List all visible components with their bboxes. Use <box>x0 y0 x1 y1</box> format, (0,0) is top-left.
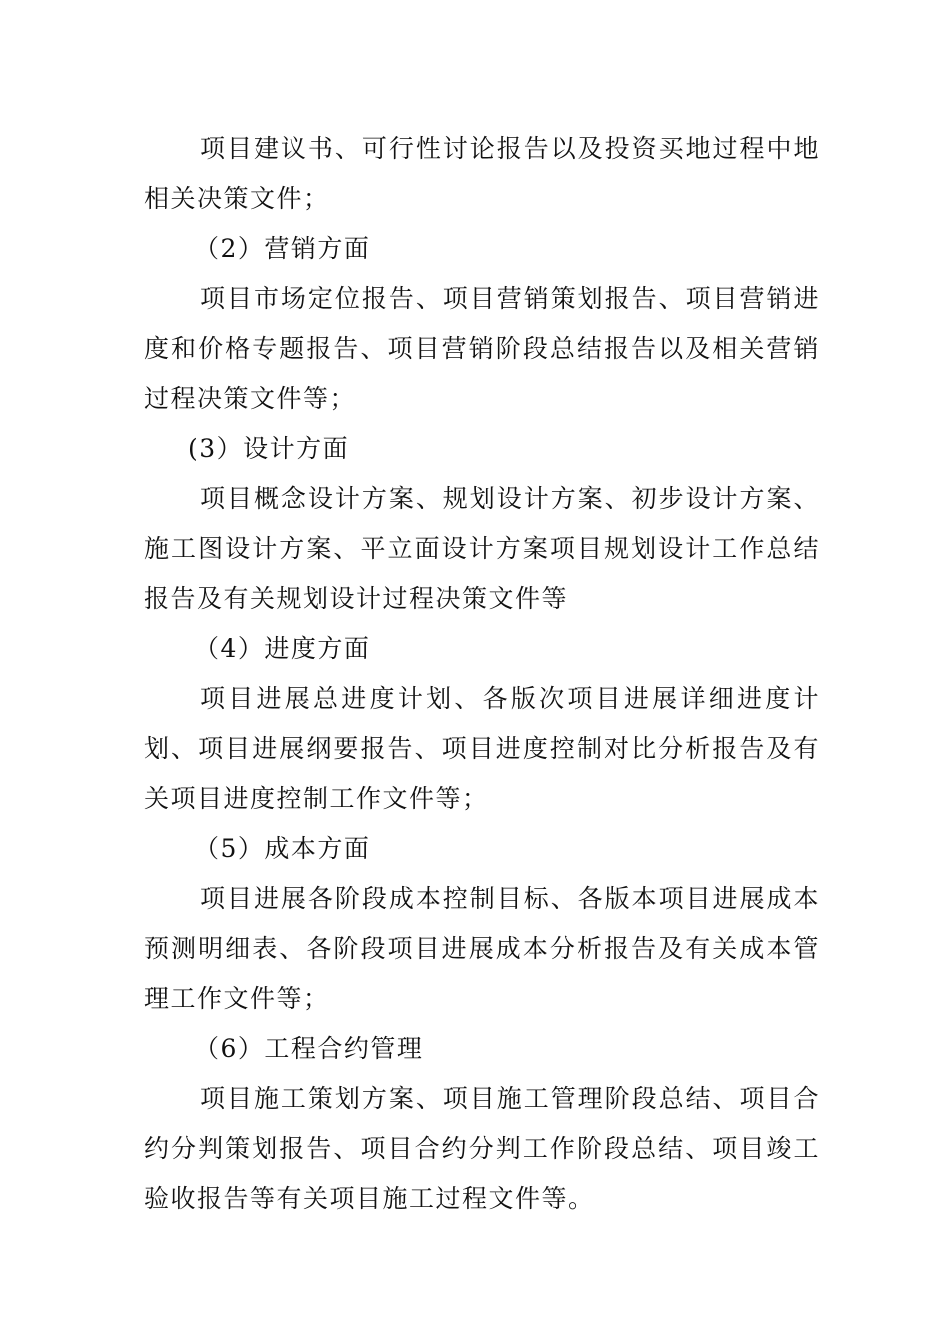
paragraph-investment-documents: 项目建议书、可行性讨论报告以及投资买地过程中地相关决策文件； <box>144 134 820 213</box>
document-body <box>144 124 820 1224</box>
paragraph-design-documents: 项目概念设计方案、规划设计方案、初步设计方案、施工图设计方案、平立面设计方案项目规划设计工作总结报告及有关规划设计过程决策文件等 <box>144 484 820 613</box>
section-heading-design: (3）设计方面 <box>188 434 350 463</box>
section-heading-schedule: （4）进度方面 <box>194 634 371 663</box>
paragraph-cost-documents: 项目进展各阶段成本控制目标、各版本项目进展成本预测明细表、各阶段项目进展成本分析报告及有关成本管理工作文件等； <box>144 884 820 1013</box>
section-heading-marketing: （2）营销方面 <box>194 234 371 263</box>
paragraph-marketing-documents: 项目市场定位报告、项目营销策划报告、项目营销进度和价格专题报告、项目营销阶段总结报告以及相关营销过程决策文件等； <box>144 284 820 413</box>
section-heading-contract-management: （6）工程合约管理 <box>194 1034 424 1063</box>
section-heading-cost: （5）成本方面 <box>194 834 371 863</box>
paragraph-schedule-documents: 项目进展总进度计划、各版次项目进展详细进度计划、项目进展纲要报告、项目进度控制对比分析报告及有关项目进度控制工作文件等； <box>144 684 820 813</box>
paragraph-contract-documents: 项目施工策划方案、项目施工管理阶段总结、项目合约分判策划报告、项目合约分判工作阶段总结、项目竣工验收报告等有关项目施工过程文件等。 <box>144 1084 820 1213</box>
